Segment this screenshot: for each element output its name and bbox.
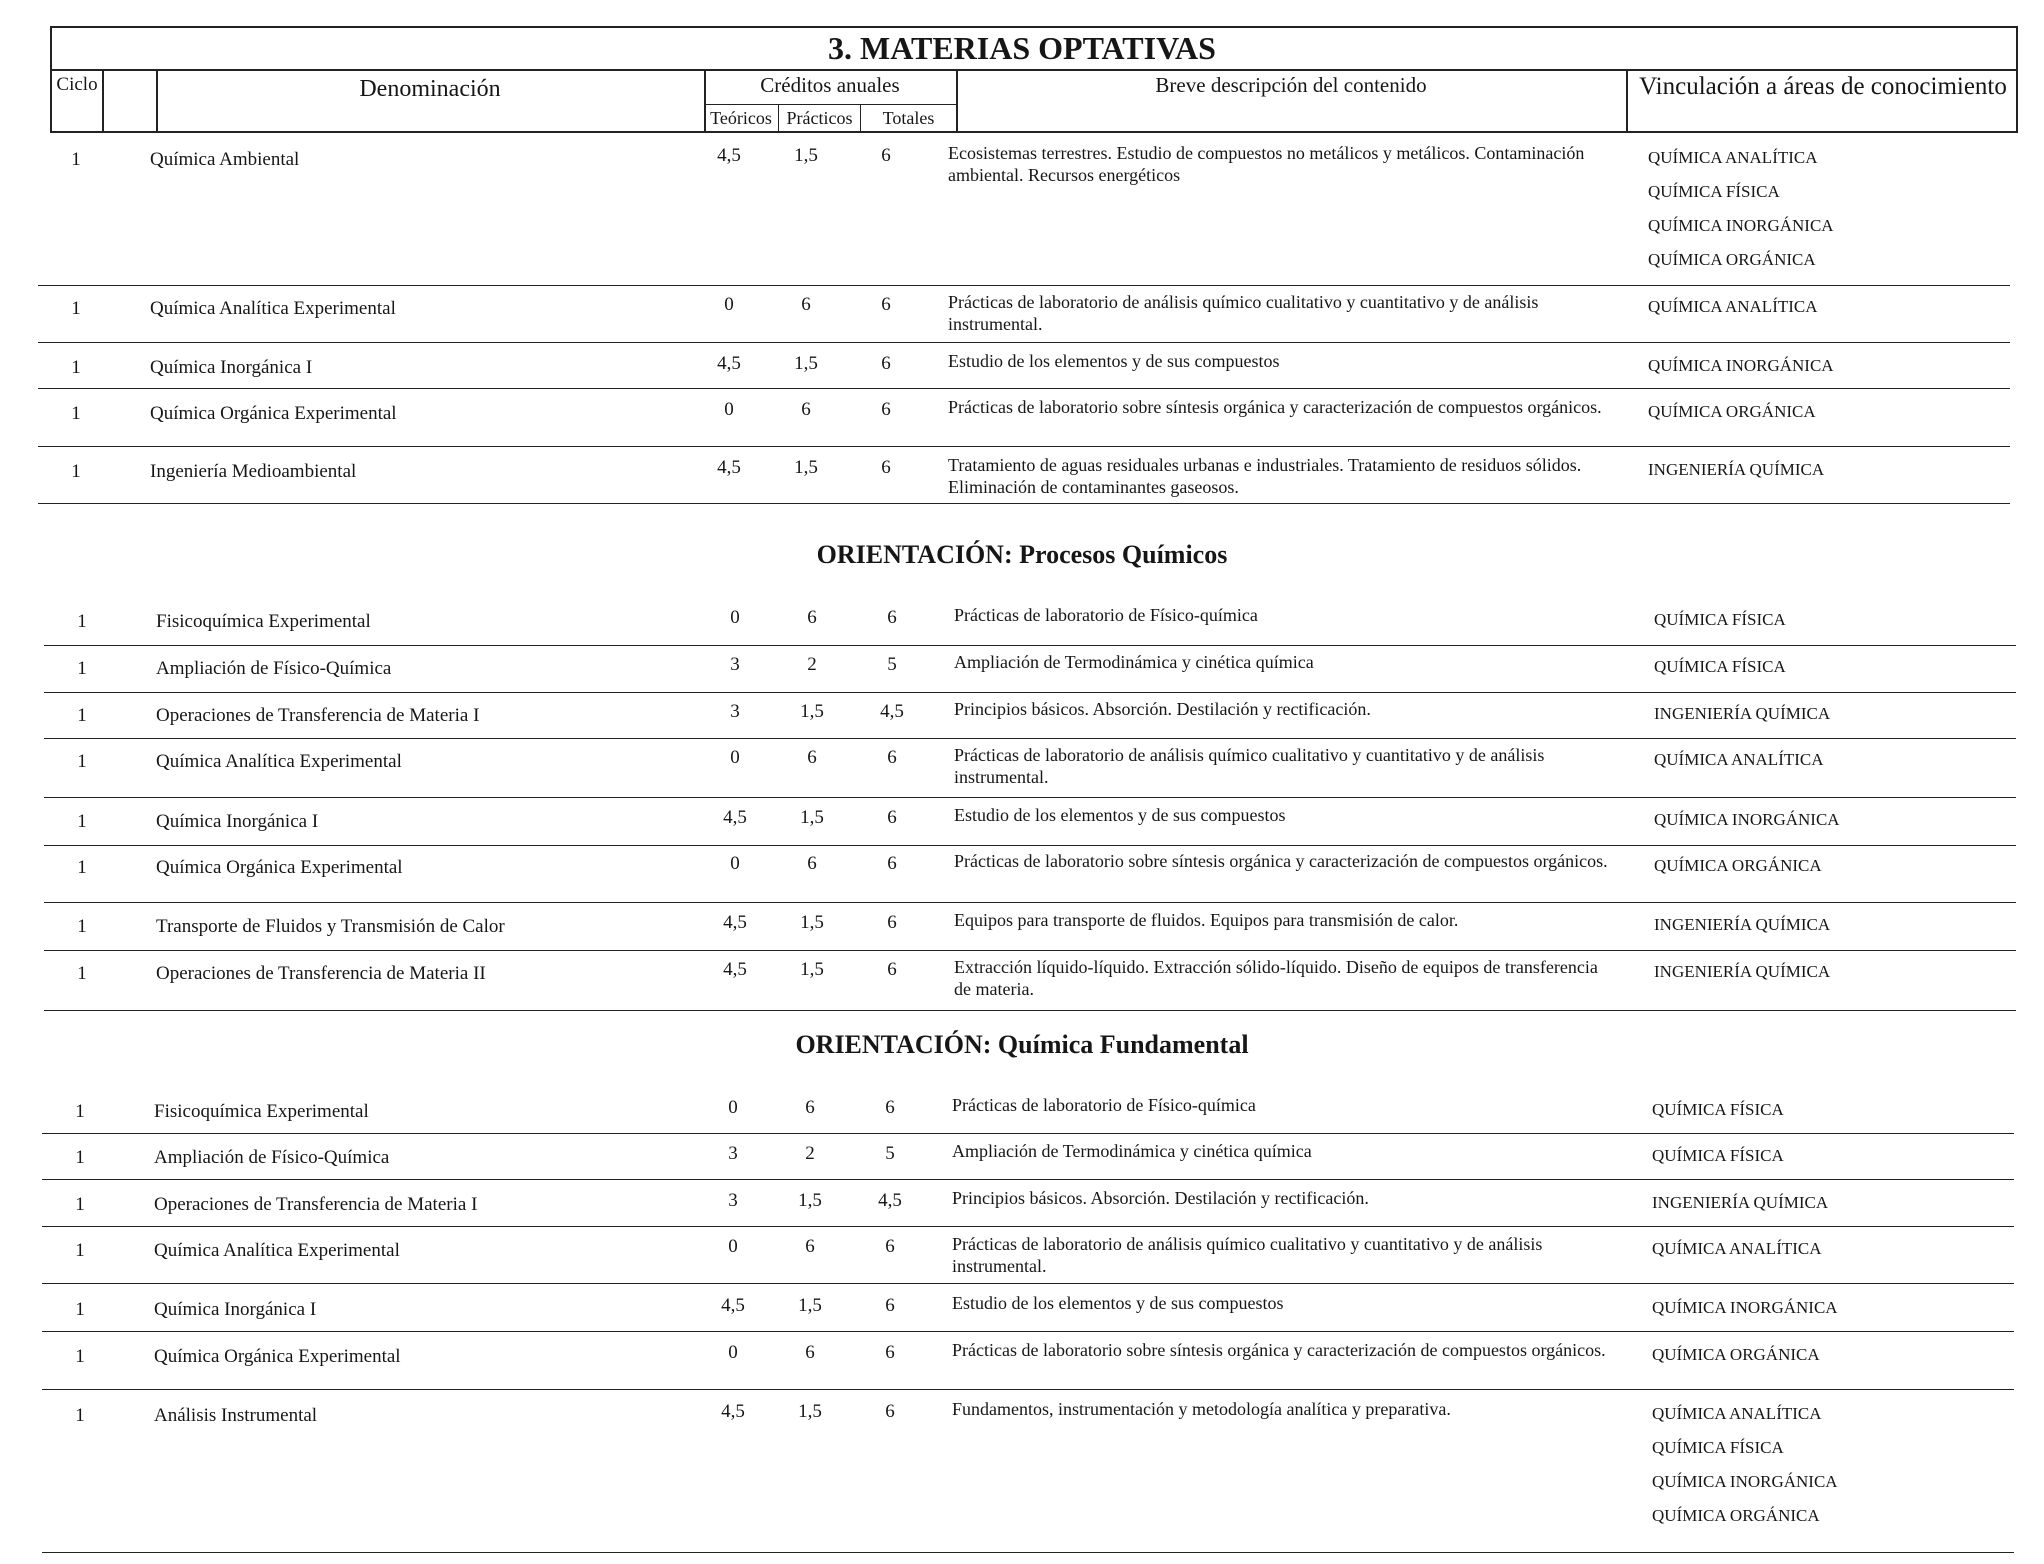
cell-teoricos: 4,5 [717,353,741,374]
cell-totales: 6 [887,747,897,768]
cell-denominacion: Química Analítica Experimental [150,298,396,319]
cell-totales: 6 [887,807,897,828]
cell-ciclo: 1 [77,751,87,772]
cell-practicos: 6 [807,853,817,874]
cell-denominacion: Fisicoquímica Experimental [156,611,371,632]
cell-ciclo: 1 [77,963,87,984]
cell-descripcion: Prácticas de laboratorio de Físico-química [954,605,1258,625]
cell-descripcion: Ampliación de Termodinámica y cinética química [952,1141,1312,1161]
row-divider [38,446,2010,447]
header-creditos: Créditos anuales [760,73,900,97]
cell-descripcion: Prácticas de laboratorio de análisis químico cualitativo y cuantitativo y de análisis instrumental. [952,1234,1543,1276]
cell-totales: 6 [881,294,891,315]
cell-ciclo: 1 [77,916,87,937]
cell-totales: 5 [885,1143,895,1164]
cell-area: QUÍMICA ORGÁNICA [1648,250,1816,269]
cell-area: QUÍMICA FÍSICA [1654,610,1786,629]
row-divider [38,285,2010,286]
header-practicos: Prácticos [786,108,853,128]
cell-descripcion: Estudio de los elementos y de sus compuestos [948,351,1280,371]
cell-practicos: 1,5 [800,959,824,980]
cell-ciclo: 1 [75,1101,85,1122]
cell-area: QUÍMICA ORGÁNICA [1654,856,1822,875]
cell-teoricos: 4,5 [721,1401,745,1422]
cell-teoricos: 0 [728,1236,738,1257]
cell-teoricos: 0 [728,1097,738,1118]
cell-teoricos: 0 [730,747,740,768]
row-divider [42,1331,2014,1332]
cell-denominacion: Operaciones de Transferencia de Materia I [156,705,480,726]
row-divider [44,738,2016,739]
cell-area: QUÍMICA ANALÍTICA [1648,148,1818,167]
cell-practicos: 6 [805,1342,815,1363]
row-divider [42,1179,2014,1180]
row-divider [38,342,2010,343]
cell-practicos: 1,5 [794,457,818,478]
cell-practicos: 1,5 [798,1295,822,1316]
cell-ciclo: 1 [77,811,87,832]
cell-teoricos: 0 [730,607,740,628]
section-title: ORIENTACIÓN: Química Fundamental [795,1030,1249,1059]
cell-ciclo: 1 [77,611,87,632]
row-divider [38,503,2010,504]
cell-area: QUÍMICA FÍSICA [1648,182,1780,201]
page-title: 3. MATERIAS OPTATIVAS [828,30,1216,66]
cell-denominacion: Química Ambiental [150,149,300,170]
cell-area: QUÍMICA ANALÍTICA [1648,297,1818,316]
row-divider [42,1389,2014,1390]
cell-totales: 6 [885,1236,895,1257]
cell-totales: 6 [881,145,891,166]
cell-totales: 6 [885,1295,895,1316]
row-divider [44,1010,2016,1011]
cell-ciclo: 1 [75,1346,85,1367]
cell-area: QUÍMICA INORGÁNICA [1652,1298,1838,1317]
cell-descripcion: Prácticas de laboratorio sobre síntesis orgánica y caracterización de compuestos orgánicos. [948,397,1602,417]
cell-practicos: 6 [807,747,817,768]
cell-denominacion: Ampliación de Físico-Química [154,1147,390,1168]
row-divider [38,388,2010,389]
cell-area: QUÍMICA INORGÁNICA [1648,216,1834,235]
cell-teoricos: 0 [730,853,740,874]
cell-area: QUÍMICA ANALÍTICA [1654,750,1824,769]
cell-descripcion: Prácticas de laboratorio sobre síntesis orgánica y caracterización de compuestos orgánicos. [952,1340,1606,1360]
cell-ciclo: 1 [77,658,87,679]
row-divider [44,692,2016,693]
cell-ciclo: 1 [71,149,81,170]
cell-practicos: 6 [805,1236,815,1257]
cell-denominacion: Química Analítica Experimental [154,1240,400,1261]
cell-practicos: 1,5 [794,145,818,166]
cell-practicos: 1,5 [798,1190,822,1211]
cell-totales: 6 [881,457,891,478]
cell-teoricos: 3 [730,701,740,722]
row-divider [42,1226,2014,1227]
cell-denominacion: Química Inorgánica I [150,357,313,378]
cell-ciclo: 1 [71,461,81,482]
header-teoricos: Teóricos [710,108,772,128]
cell-descripcion: Principios básicos. Absorción. Destilación y rectificación. [954,699,1371,719]
cell-totales: 6 [887,912,897,933]
cell-area: QUÍMICA ANALÍTICA [1652,1239,1822,1258]
cell-teoricos: 4,5 [717,145,741,166]
cell-practicos: 6 [805,1097,815,1118]
cell-area: INGENIERÍA QUÍMICA [1654,962,1831,981]
cell-practicos: 1,5 [800,701,824,722]
cell-area: QUÍMICA ORGÁNICA [1648,402,1816,421]
cell-ciclo: 1 [75,1194,85,1215]
cell-descripcion: Ampliación de Termodinámica y cinética química [954,652,1314,672]
header-totales: Totales [882,108,935,128]
cell-descripcion: Estudio de los elementos y de sus compuestos [954,805,1286,825]
row-divider [42,1552,2014,1553]
row-divider [44,797,2016,798]
cell-denominacion: Química Inorgánica I [156,811,319,832]
cell-denominacion: Fisicoquímica Experimental [154,1101,369,1122]
cell-practicos: 6 [801,399,811,420]
cell-totales: 6 [885,1342,895,1363]
cell-area: QUÍMICA FÍSICA [1652,1146,1784,1165]
cell-descripcion: Prácticas de laboratorio de Físico-química [952,1095,1256,1115]
cell-denominacion: Ampliación de Físico-Química [156,658,392,679]
cell-teoricos: 4,5 [723,807,747,828]
cell-practicos: 1,5 [798,1401,822,1422]
cell-totales: 6 [881,353,891,374]
cell-ciclo: 1 [75,1240,85,1261]
cell-denominacion: Operaciones de Transferencia de Materia I [154,1194,478,1215]
cell-area: QUÍMICA FÍSICA [1654,657,1786,676]
header-denominacion: Denominación [359,76,501,102]
cell-totales: 6 [885,1401,895,1422]
cell-ciclo: 1 [71,298,81,319]
cell-ciclo: 1 [75,1405,85,1426]
cell-descripcion: Prácticas de laboratorio de análisis químico cualitativo y cuantitativo y de análisis instrumental. [948,292,1539,334]
cell-teoricos: 3 [728,1190,738,1211]
cell-totales: 6 [887,607,897,628]
cell-area: INGENIERÍA QUÍMICA [1654,704,1831,723]
cell-teoricos: 3 [728,1143,738,1164]
cell-denominacion: Química Analítica Experimental [156,751,402,772]
cell-denominacion: Química Orgánica Experimental [154,1346,401,1367]
cell-area: QUÍMICA INORGÁNICA [1648,356,1834,375]
cell-descripcion: Estudio de los elementos y de sus compuestos [952,1293,1284,1313]
cell-teoricos: 4,5 [723,912,747,933]
cell-denominacion: Análisis Instrumental [154,1405,318,1426]
row-divider [44,950,2016,951]
row-divider [44,645,2016,646]
cell-area: QUÍMICA FÍSICA [1652,1100,1784,1119]
cell-teoricos: 0 [724,399,734,420]
cell-ciclo: 1 [77,705,87,726]
row-divider [42,1283,2014,1284]
cell-totales: 5 [887,654,897,675]
cell-ciclo: 1 [77,857,87,878]
cell-descripcion: Prácticas de laboratorio sobre síntesis orgánica y caracterización de compuestos orgánicos. [954,851,1608,871]
cell-descripcion: Fundamentos, instrumentación y metodología analítica y preparativa. [952,1399,1451,1419]
cell-area: QUÍMICA FÍSICA [1652,1438,1784,1457]
cell-teoricos: 0 [724,294,734,315]
cell-ciclo: 1 [71,403,81,424]
row-divider [44,845,2016,846]
cell-teoricos: 4,5 [721,1295,745,1316]
row-divider [44,902,2016,903]
cell-descripcion: Extracción líquido-líquido. Extracción sólido-líquido. Diseño de equipos de transferencia de materia. [954,957,1598,999]
cell-denominacion: Ingeniería Medioambiental [150,461,357,482]
cell-totales: 6 [887,853,897,874]
cell-practicos: 2 [805,1143,815,1164]
cell-descripcion: Tratamiento de aguas residuales urbanas e industriales. Tratamiento de residuos sólidos. Eliminación de contaminantes gaseosos. [948,455,1582,497]
cell-practicos: 6 [807,607,817,628]
cell-teoricos: 4,5 [717,457,741,478]
cell-ciclo: 1 [75,1299,85,1320]
cell-area: QUÍMICA ANALÍTICA [1652,1404,1822,1423]
section-title: ORIENTACIÓN: Procesos Químicos [816,540,1228,569]
cell-totales: 4,5 [878,1190,902,1211]
header-descripcion: Breve descripción del contenido [1155,73,1427,97]
cell-area: QUÍMICA ORGÁNICA [1652,1506,1820,1525]
cell-practicos: 2 [807,654,817,675]
cell-descripcion: Ecosistemas terrestres. Estudio de compuestos no metálicos y metálicos. Contaminación ambiental. Recursos energéticos [948,143,1585,185]
cell-denominacion: Química Orgánica Experimental [150,403,397,424]
cell-descripcion: Principios básicos. Absorción. Destilación y rectificación. [952,1188,1369,1208]
cell-area: QUÍMICA INORGÁNICA [1652,1472,1838,1491]
cell-denominacion: Operaciones de Transferencia de Materia II [156,963,486,984]
cell-area: QUÍMICA INORGÁNICA [1654,810,1840,829]
cell-totales: 6 [887,959,897,980]
cell-area: QUÍMICA ORGÁNICA [1652,1345,1820,1364]
header-vinculacion: Vinculación a áreas de conocimiento [1639,73,2007,100]
cell-descripcion: Prácticas de laboratorio de análisis químico cualitativo y cuantitativo y de análisis instrumental. [954,745,1545,787]
cell-teoricos: 0 [728,1342,738,1363]
cell-practicos: 1,5 [794,353,818,374]
cell-totales: 6 [881,399,891,420]
cell-practicos: 1,5 [800,807,824,828]
cell-totales: 6 [885,1097,895,1118]
cell-denominacion: Transporte de Fluidos y Transmisión de Calor [156,916,505,937]
cell-area: INGENIERÍA QUÍMICA [1654,915,1831,934]
cell-ciclo: 1 [75,1147,85,1168]
cell-area: INGENIERÍA QUÍMICA [1652,1193,1829,1212]
cell-totales: 4,5 [880,701,904,722]
row-divider [42,1133,2014,1134]
cell-practicos: 1,5 [800,912,824,933]
cell-denominacion: Química Orgánica Experimental [156,857,403,878]
cell-practicos: 6 [801,294,811,315]
cell-descripcion: Equipos para transporte de fluidos. Equipos para transmisión de calor. [954,910,1459,930]
cell-denominacion: Química Inorgánica I [154,1299,317,1320]
cell-area: INGENIERÍA QUÍMICA [1648,460,1825,479]
cell-ciclo: 1 [71,357,81,378]
cell-teoricos: 3 [730,654,740,675]
cell-teoricos: 4,5 [723,959,747,980]
header-ciclo: Ciclo [56,74,98,95]
